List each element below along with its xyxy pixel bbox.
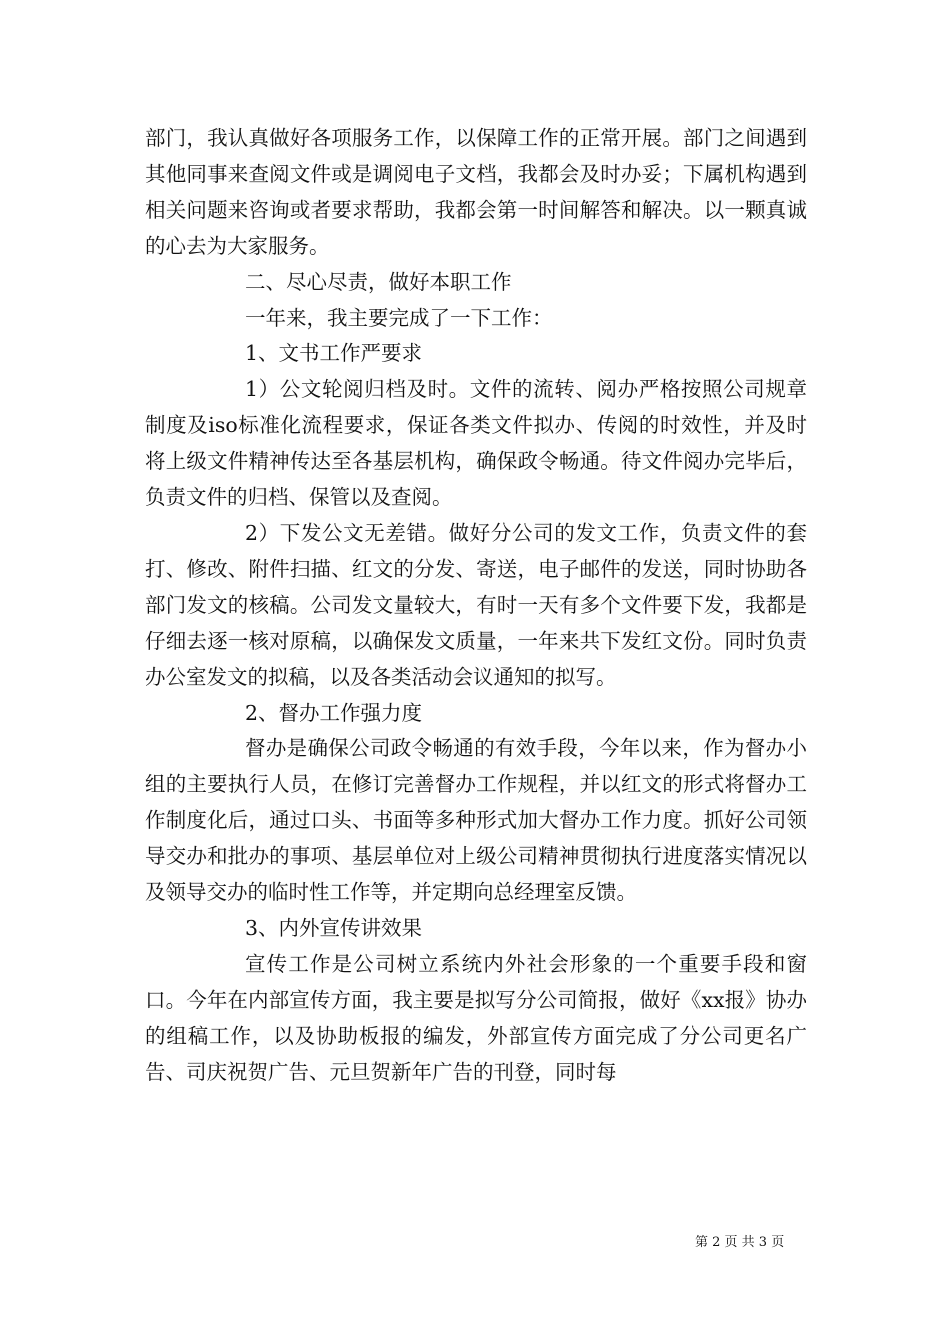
subheading-supervision: 2、督办工作强力度 [245, 700, 423, 725]
paragraph-archive-circulation: 1）公文轮阅归档及时。文件的流转、阅办严格按照公司规章制度及iso标准化流程要求，保证各类文件拟办、传阅的时效性，并及时将上级文件精神传达至各基层机构，确保政令畅通。待文件阅办完毕后，负责文件的归档、保管以及查阅。 [145, 377, 807, 510]
page-number-footer: 第 2 页 共 3 页 [695, 1235, 785, 1250]
paragraph-issue-documents: 2）下发公文无差错。做好分公司的发文工作，负责文件的套打、修改、附件扫描、红文的分发、寄送，电子邮件的发送，同时协助各部门发文的核稿。公司发文量较大，有时一天有多个文件要下发，我都是仔细去逐一核对原稿，以确保发文质量，一年来共下发红文份。同时负责办公室发文的拟稿，以及各类活动会议通知的拟写。 [145, 520, 807, 689]
subheading-document-work: 1、文书工作严要求 [245, 341, 423, 366]
paragraph-publicity: 宣传工作是公司树立系统内外社会形象的一个重要手段和窗口。今年在内部宣传方面，我主要是拟写分公司简报，做好《xx报》协办的组稿工作，以及协助板报的编发，外部宣传方面完成了分公司更名广告、司庆祝贺广告、元旦贺新年广告的刊登，同时每 [145, 951, 807, 1084]
document-body [145, 121, 807, 1090]
subheading-publicity: 3、内外宣传讲效果 [245, 915, 423, 940]
paragraph-service-work: 部门，我认真做好各项服务工作，以保障工作的正常开展。部门之间遇到其他同事来查阅文件或是调阅电子文档，我都会及时办妥；下属机构遇到相关问题来咨询或者要求帮助，我都会第一时间解答和解决。以一颗真诚的心去为大家服务。 [145, 126, 807, 258]
paragraph-supervision: 督办是确保公司政令畅通的有效手段，今年以来，作为督办小组的主要执行人员，在修订完善督办工作规程，并以红文的形式将督办工作制度化后，通过口头、书面等多种形式加大督办工作力度。抓好公司领导交办和批办的事项、基层单位对上级公司精神贯彻执行进度落实情况以及领导交办的临时性工作等，并定期向总经理室反馈。 [145, 736, 807, 905]
section-heading-duties: 二、尽心尽责，做好本职工作 [245, 269, 512, 294]
intro-line-tasks: 一年来，我主要完成了一下工作： [245, 305, 553, 330]
